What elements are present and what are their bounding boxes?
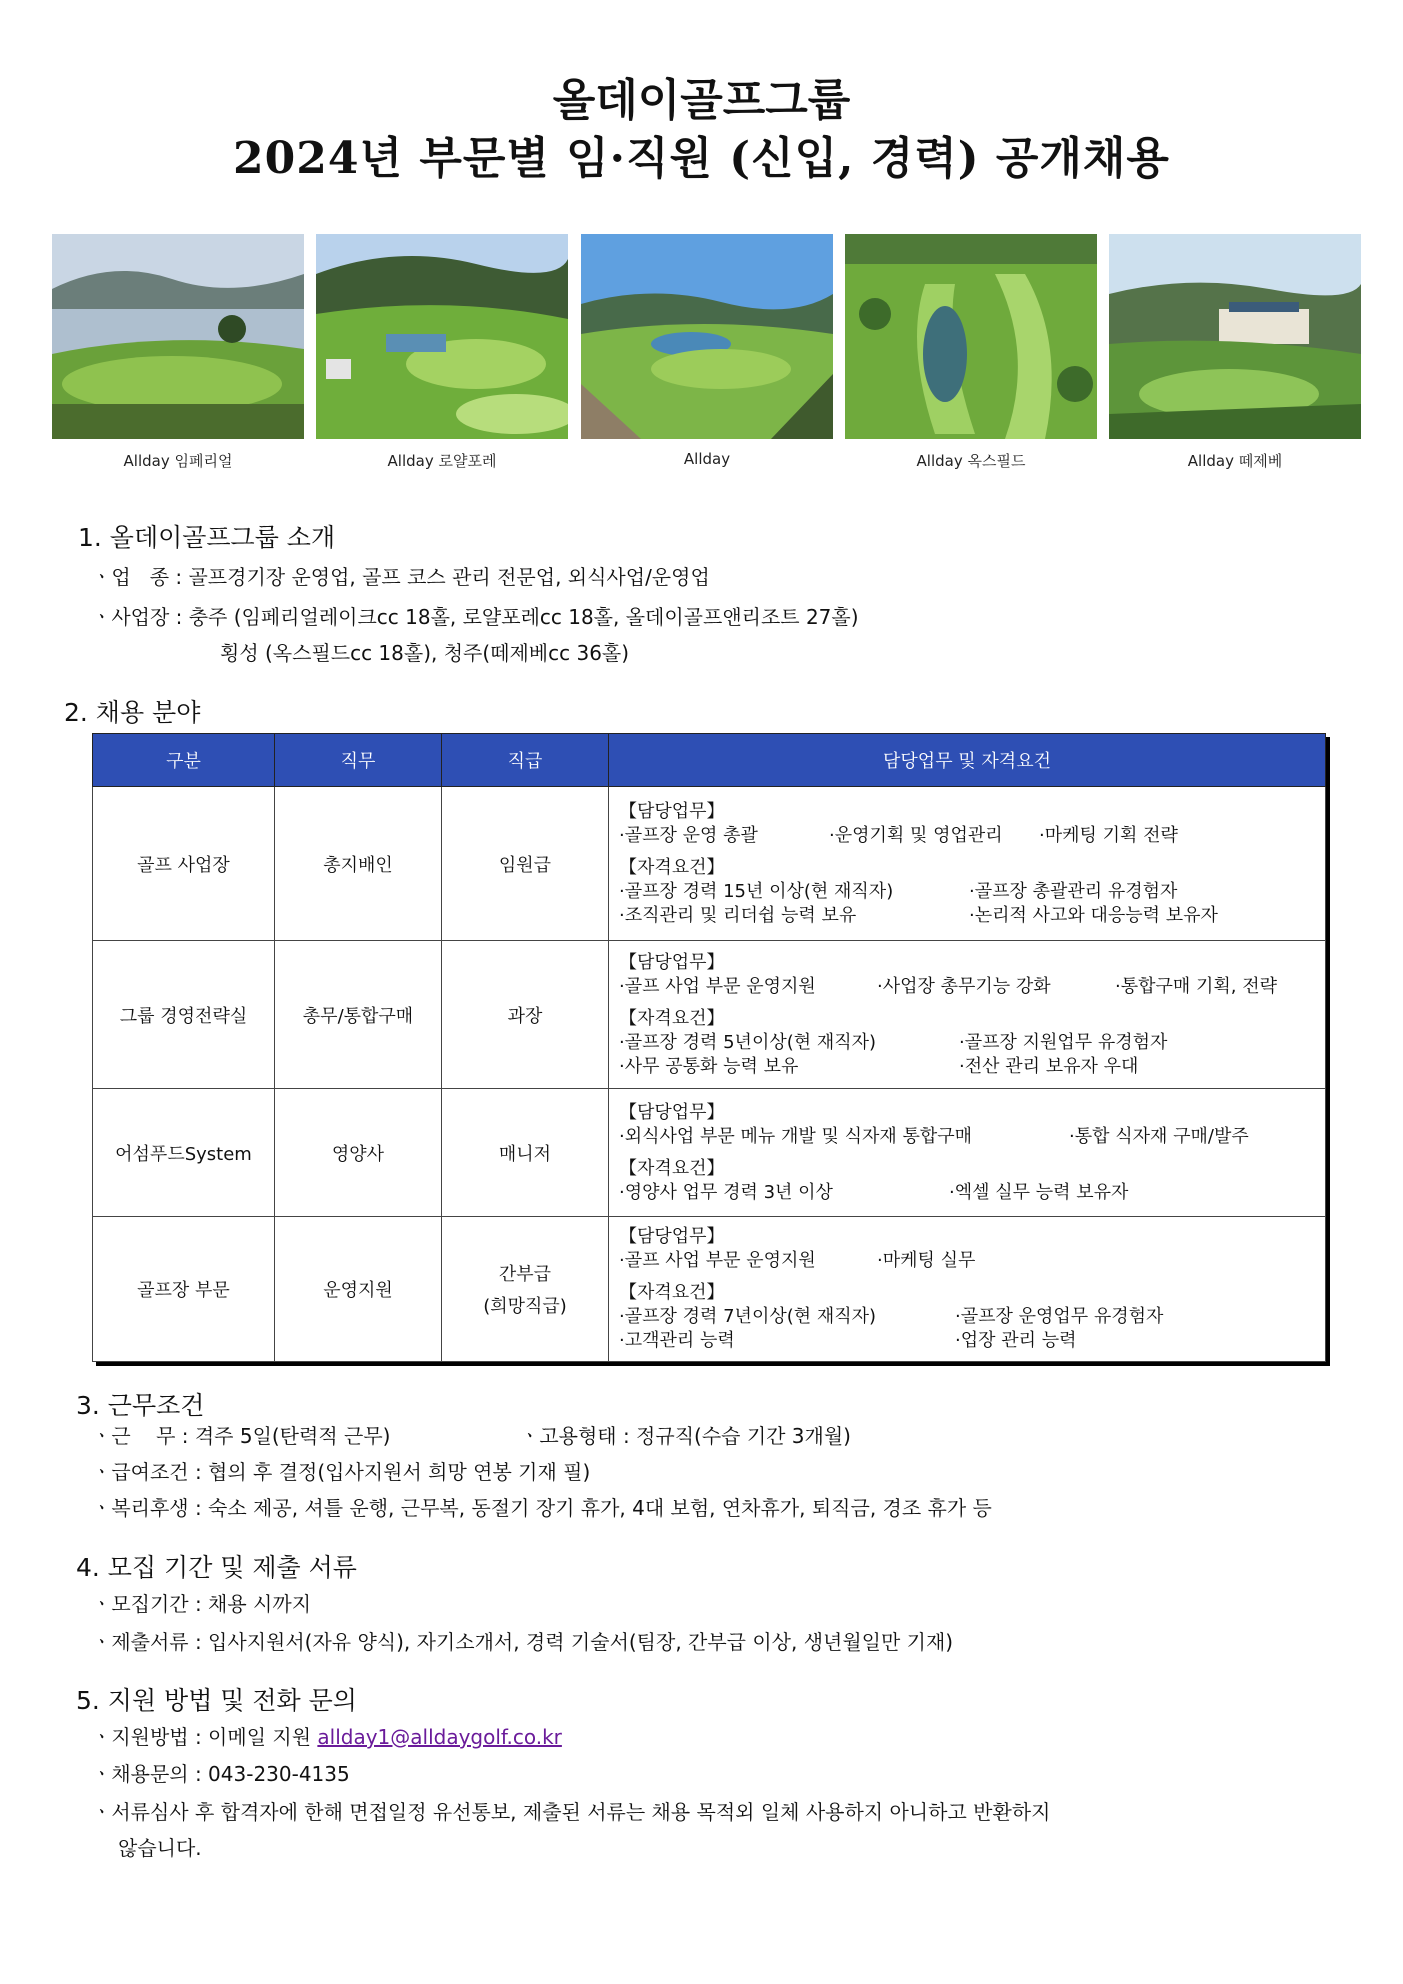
req-item: ·엑셀 실무 능력 보유자 (949, 1181, 1129, 1203)
photo-tgv (1109, 234, 1361, 439)
req-item: ·골프장 총괄관리 유경험자 (969, 880, 1178, 902)
req-label: 【자격요건】 (619, 856, 725, 878)
rank-note: (희망직급) (483, 1296, 567, 1317)
photo-caption-oxfield: Allday 옥스필드 (916, 452, 1026, 470)
recruit-table (92, 733, 1326, 1362)
req-item: ·영양사 업무 경력 3년 이상 (619, 1181, 833, 1203)
cell-job: 영양사 (275, 1089, 442, 1217)
section-conditions-heading: 3. 근무조건 (76, 1391, 205, 1420)
duty-label: 【담당업무】 (619, 951, 725, 973)
section-intro-heading: 1. 올데이골프그룹 소개 (78, 523, 336, 552)
cell-rank: 매니저 (442, 1089, 609, 1217)
cell-division: 골프 사업장 (93, 787, 275, 941)
req-item: ·골프장 경력 7년이상(현 재직자) (619, 1306, 877, 1327)
table-row (93, 1089, 1326, 1217)
req-item: ·고객관리 능력 (619, 1330, 735, 1351)
col-header-rank: 직급 (442, 734, 609, 787)
cell-duties (609, 941, 1326, 1089)
cell-division: 어섬푸드System (93, 1089, 275, 1217)
cell-duties (609, 787, 1326, 941)
duty-item: ·통합 식자재 구매/발주 (1069, 1125, 1249, 1147)
table-row (93, 787, 1326, 941)
page-subtitle: 2024년 부문별 임·직원 (신입, 경력) 공개채용 (233, 133, 1170, 184)
duty-item: ·운영기획 및 영업관리 (829, 824, 1003, 846)
photo-allday (581, 234, 833, 439)
req-item: ·업장 관리 능력 (955, 1330, 1077, 1351)
apply-phone: ㆍ채용문의 : 043-230-4135 (92, 1762, 350, 1786)
cell-job: 총지배인 (275, 787, 442, 941)
cell-job: 운영지원 (275, 1217, 442, 1362)
duty-label: 【담당업무】 (619, 800, 725, 822)
apply-method-text: ㆍ지원방법 : 이메일 지원 (92, 1725, 318, 1749)
photo-caption-imperial: Allday 임페리얼 (123, 452, 233, 470)
cell-rank: 과장 (442, 941, 609, 1089)
cell-duties (609, 1089, 1326, 1217)
photo-oxfield (845, 234, 1097, 439)
photo-caption-royalforet: Allday 로얄포레 (387, 452, 497, 470)
conditions-salary: ㆍ급여조건 : 협의 후 결정(입사지원서 희망 연봉 기재 필) (92, 1460, 591, 1484)
req-label: 【자격요건】 (619, 1157, 725, 1179)
intro-sites-line2: 횡성 (옥스필드cc 18홀), 청주(떼제베cc 36홀) (220, 641, 630, 665)
apply-method (92, 1721, 562, 1750)
cell-job: 총무/통합구매 (275, 941, 442, 1089)
col-header-job: 직무 (275, 734, 442, 787)
duty-item: ·사업장 총무기능 강화 (877, 975, 1051, 997)
duty-item: ·통합구매 기획, 전략 (1115, 975, 1277, 997)
apply-note-line2: 않습니다. (118, 1836, 202, 1860)
conditions-work: ㆍ근 무 : 격주 5일(탄력적 근무) (92, 1424, 391, 1448)
rank-text: 간부급 (498, 1264, 552, 1285)
duty-item: ·골프 사업 부문 운영지원 (619, 1250, 816, 1271)
apply-note-line1: ㆍ서류심사 후 합격자에 한해 면접일정 유선통보, 제출된 서류는 채용 목적외 일체 사용하지 아니하고 반환하지 (92, 1800, 1051, 1824)
req-item: ·골프장 경력 15년 이상(현 재직자) (619, 880, 894, 902)
duty-item: ·마케팅 실무 (877, 1250, 976, 1271)
photo-royalforet (316, 234, 568, 439)
table-header-row (93, 734, 1326, 787)
intro-industry: ㆍ업 종 : 골프경기장 운영업, 골프 코스 관리 전문업, 외식사업/운영업 (92, 565, 710, 589)
req-item: ·조직관리 및 리더쉽 능력 보유 (619, 904, 857, 926)
cell-division: 그룹 경영전략실 (93, 941, 275, 1089)
period-documents: ㆍ제출서류 : 입사지원서(자유 양식), 자기소개서, 경력 기술서(팀장, 간부급 이상, 생년월일만 기재) (92, 1630, 954, 1654)
req-label: 【자격요건】 (619, 1007, 725, 1029)
table-row (93, 1217, 1326, 1362)
col-header-duties: 담당업무 및 자격요건 (609, 734, 1326, 787)
photo-caption-allday: Allday (683, 450, 731, 468)
section-recruit-heading: 2. 채용 분야 (64, 698, 201, 727)
req-item: ·골프장 경력 5년이상(현 재직자) (619, 1031, 877, 1053)
duty-label: 【담당업무】 (619, 1226, 725, 1247)
photo-caption-tgv: Allday 떼제베 (1187, 452, 1283, 470)
section-period-heading: 4. 모집 기간 및 제출 서류 (76, 1553, 357, 1582)
req-item: ·논리적 사고와 대응능력 보유자 (969, 904, 1218, 926)
req-label: 【자격요건】 (619, 1282, 725, 1303)
duty-label: 【담당업무】 (619, 1101, 725, 1123)
photo-imperial (52, 234, 304, 439)
req-item: ·골프장 운영업무 유경험자 (955, 1306, 1164, 1327)
col-header-division: 구분 (93, 734, 275, 787)
cell-division: 골프장 부문 (93, 1217, 275, 1362)
table-row (93, 941, 1326, 1089)
period-period: ㆍ모집기간 : 채용 시까지 (92, 1592, 312, 1616)
duty-item: ·골프장 운영 총괄 (619, 824, 758, 846)
req-item: ·사무 공통화 능력 보유 (619, 1055, 799, 1077)
duty-item: ·골프 사업 부문 운영지원 (619, 975, 816, 997)
conditions-employment: ㆍ고용형태 : 정규직(수습 기간 3개월) (520, 1424, 851, 1448)
cell-duties (609, 1217, 1326, 1362)
cell-rank (442, 1217, 609, 1362)
duty-item: ·마케팅 기획 전략 (1039, 824, 1178, 846)
section-apply-heading: 5. 지원 방법 및 전화 문의 (76, 1686, 357, 1715)
duty-item: ·외식사업 부문 메뉴 개발 및 식자재 통합구매 (619, 1125, 973, 1147)
req-item: ·전산 관리 보유자 우대 (959, 1055, 1139, 1077)
email-link[interactable]: allday1@alldaygolf.co.kr (317, 1725, 562, 1749)
req-item: ·골프장 지원업무 유경험자 (959, 1031, 1168, 1053)
conditions-welfare: ㆍ복리후생 : 숙소 제공, 셔틀 운행, 근무복, 동절기 장기 휴가, 4대 보험, 연차휴가, 퇴직금, 경조 휴가 등 (92, 1496, 992, 1520)
page-title: 올데이골프그룹 (552, 75, 851, 126)
cell-rank: 임원급 (442, 787, 609, 941)
intro-sites-line1: ㆍ사업장 : 충주 (임페리얼레이크cc 18홀, 로얄포레cc 18홀, 올데이골프앤리조트 27홀) (92, 605, 859, 629)
